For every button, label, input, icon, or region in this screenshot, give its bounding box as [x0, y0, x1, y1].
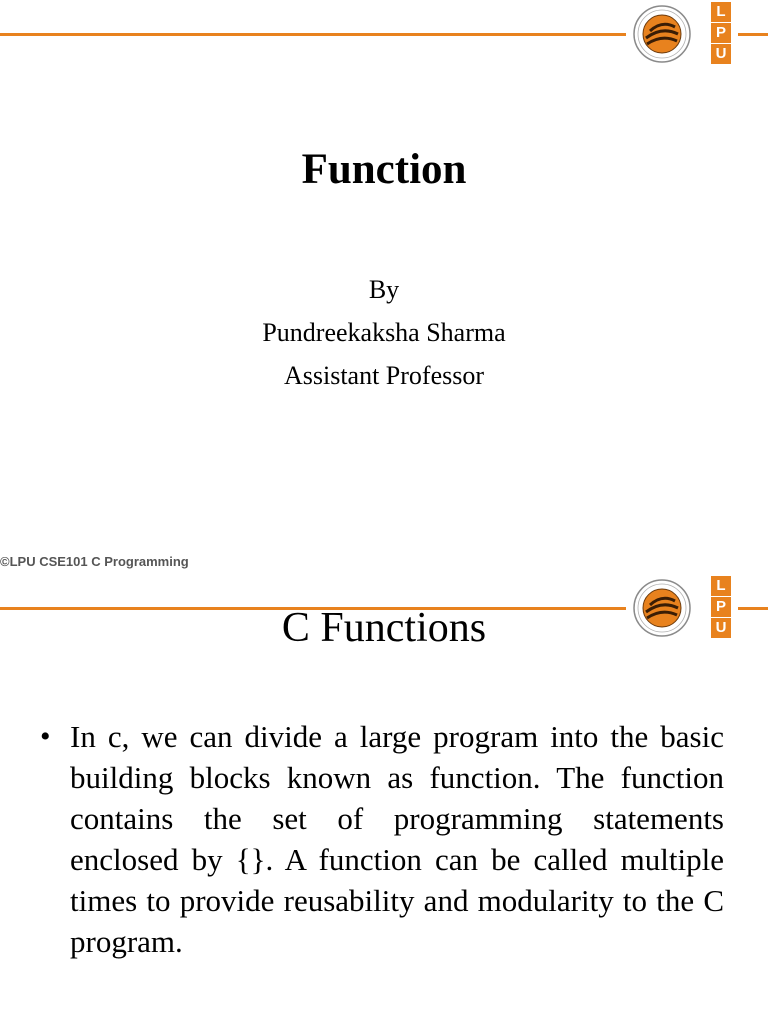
author-title: Assistant Professor — [283, 361, 485, 390]
author-name: Pundreekaksha Sharma — [262, 318, 506, 347]
university-seal-icon — [632, 4, 692, 64]
logo-letter-p: P — [711, 23, 731, 43]
header-rule-right — [738, 33, 768, 36]
content-slide — [0, 577, 768, 1024]
list-item — [40, 716, 724, 962]
bullet-list — [40, 716, 724, 962]
author-byline — [0, 268, 768, 397]
bullet-text: In c, we can divide a large program into the basic building blocks known as function. The function contains the set of programming statements enclosed by {}. A function can be called multiple times to provide reusability and modularity to the C program. — [70, 719, 724, 959]
slide-footer: ©LPU CSE101 C Programming — [0, 554, 189, 569]
logo-letter-u: U — [711, 618, 731, 638]
logo-letter-p: P — [711, 597, 731, 617]
byline-by: By — [368, 275, 400, 304]
header-rule-left — [0, 33, 626, 36]
lpu-logo — [711, 2, 731, 65]
logo-letter-l: L — [711, 576, 731, 596]
bullet-icon: • — [40, 720, 51, 753]
slide-title: Function — [301, 146, 467, 193]
logo-letter-l: L — [711, 2, 731, 22]
logo-letter-u: U — [711, 44, 731, 64]
slide-title: C Functions — [281, 605, 487, 651]
